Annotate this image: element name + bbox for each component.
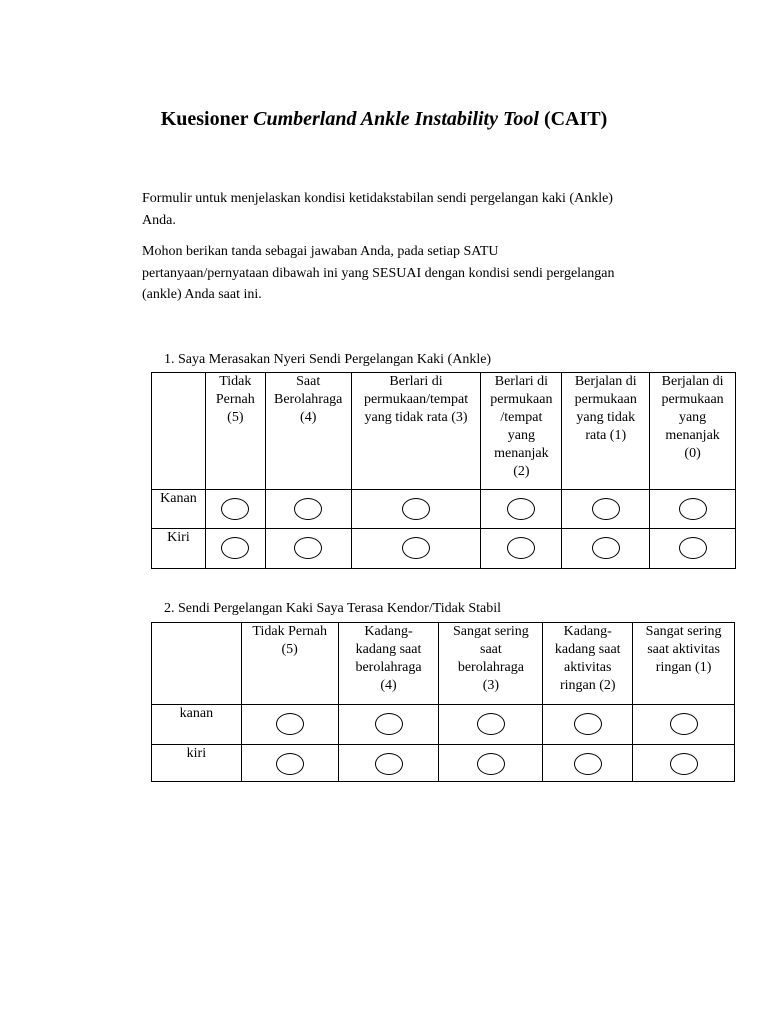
answer-cell (543, 745, 633, 782)
option-header (351, 373, 481, 490)
answer-cell (562, 529, 650, 569)
answer-cell (241, 705, 338, 745)
option-label-line: /tempat (500, 410, 543, 425)
option-label-line: Kadang- (364, 624, 413, 639)
page-title (0, 108, 768, 131)
header-row (152, 373, 736, 490)
option-label-line: saat aktivitas (647, 642, 720, 657)
title-italic: Cumberland Ankle Instability Tool (253, 108, 539, 130)
option-header (439, 623, 543, 705)
answer-cell (633, 745, 735, 782)
option-label-line: Kadang- (563, 624, 612, 639)
answer-cell (205, 529, 265, 569)
option-label-line: Berlari di (389, 374, 443, 389)
option-label-line: Sangat sering (452, 624, 529, 639)
answer-cell (265, 490, 351, 529)
answer-cell (439, 705, 543, 745)
answer-cell (481, 529, 562, 569)
option-label-line: menanjak (494, 446, 549, 461)
option-header (205, 373, 265, 490)
answer-radio[interactable] (574, 713, 602, 735)
option-header (633, 623, 735, 705)
answer-cell (481, 490, 562, 529)
option-label-line: permukaan (574, 392, 637, 407)
answer-cell (543, 705, 633, 745)
option-label-line: Pernah (215, 392, 255, 407)
option-label-line: menanjak (665, 428, 720, 443)
answer-cell (205, 490, 265, 529)
answer-radio[interactable] (679, 498, 707, 520)
answer-cell (265, 529, 351, 569)
intro-paragraph-2 (142, 241, 662, 306)
answer-radio[interactable] (507, 498, 535, 520)
option-label-line: Berolahraga (273, 392, 343, 407)
option-label-line: (0) (684, 446, 701, 461)
option-label-line: Tidak (219, 374, 252, 389)
intro-line: Anda. (142, 212, 176, 228)
option-label-line: Berlari di (494, 374, 549, 389)
option-label-line: yang tidak rata (3) (364, 410, 468, 425)
answer-radio[interactable] (402, 498, 430, 520)
answer-radio[interactable] (276, 753, 304, 775)
option-label-line: Berjalan di (574, 374, 637, 389)
option-label-line: Sangat sering (645, 624, 722, 639)
answer-cell (338, 745, 439, 782)
option-label-line: (2) (513, 464, 530, 479)
answer-cell (351, 529, 481, 569)
question-2-label: 2. Sendi Pergelangan Kaki Saya Terasa Kendor/Tidak Stabil (164, 601, 502, 616)
question-1-table (151, 372, 736, 569)
option-header (650, 373, 736, 490)
answer-radio[interactable] (294, 498, 322, 520)
answer-row (152, 490, 736, 529)
option-header (481, 373, 562, 490)
option-header (265, 373, 351, 490)
option-label-line: kadang saat (554, 642, 621, 657)
option-label-line: (5) (281, 642, 298, 657)
answer-cell (338, 705, 439, 745)
answer-radio[interactable] (592, 537, 620, 559)
answer-radio[interactable] (477, 713, 505, 735)
option-header (241, 623, 338, 705)
answer-radio[interactable] (294, 537, 322, 559)
title-suffix: (CAIT) (543, 108, 608, 130)
answer-radio[interactable] (670, 713, 698, 735)
answer-radio[interactable] (507, 537, 535, 559)
answer-radio[interactable] (592, 498, 620, 520)
option-label-line: (4) (380, 678, 397, 693)
question-1-label: 1. Saya Merasakan Nyeri Sendi Pergelangan Kaki (Ankle) (164, 352, 492, 367)
intro-line: Formulir untuk menjelaskan kondisi ketidakstabilan sendi pergelangan kaki (Ankle) (142, 191, 613, 206)
intro-paragraph-1 (142, 188, 662, 231)
option-label-line: berolahraga (355, 660, 422, 675)
title-prefix: Kuesioner (160, 108, 249, 130)
header-corner (152, 373, 206, 490)
answer-radio[interactable] (670, 753, 698, 775)
answer-radio[interactable] (574, 753, 602, 775)
answer-row (152, 745, 735, 782)
option-label-line: ringan (1) (655, 660, 712, 675)
option-label-line: rata (1) (585, 428, 627, 443)
answer-radio[interactable] (375, 713, 403, 735)
side-label: Kiri (152, 529, 206, 569)
answer-radio[interactable] (375, 753, 403, 775)
option-label-line: berolahraga (457, 660, 524, 675)
option-label-line: yang (507, 428, 535, 443)
answer-radio[interactable] (276, 713, 304, 735)
answer-radio[interactable] (221, 537, 249, 559)
side-label: Kanan (152, 490, 206, 529)
answer-cell (439, 745, 543, 782)
intro-line: (ankle) Anda saat ini. (142, 287, 262, 302)
option-label-line: yang tidak (576, 410, 636, 425)
option-label-line: saat (480, 642, 502, 657)
intro-line: pertanyaan/pernyataan dibawah ini yang SESUAI dengan kondisi sendi pergelangan (142, 265, 615, 281)
option-label-line: ringan (2) (559, 678, 616, 693)
option-header (562, 373, 650, 490)
answer-row (152, 529, 736, 569)
answer-row (152, 705, 735, 745)
answer-cell (562, 490, 650, 529)
answer-cell (241, 745, 338, 782)
answer-cell (650, 490, 736, 529)
answer-cell (351, 490, 481, 529)
answer-radio[interactable] (477, 753, 505, 775)
option-label-line: permukaan/tempat (363, 392, 469, 407)
option-header (338, 623, 439, 705)
option-label-line: kadang saat (355, 642, 422, 657)
side-label: kanan (152, 705, 242, 745)
intro-line: Mohon berikan tanda sebagai jawaban Anda, pada setiap SATU (142, 244, 499, 259)
option-label-line: permukaan (661, 392, 724, 407)
side-label: kiri (152, 745, 242, 782)
answer-cell (650, 529, 736, 569)
option-label-line: Tidak Pernah (252, 624, 327, 639)
option-label-line: permukaan (490, 392, 553, 407)
option-label-line: Saat (296, 374, 321, 389)
answer-radio[interactable] (679, 537, 707, 559)
option-label-line: yang (678, 410, 707, 425)
option-label-line: (4) (300, 410, 317, 425)
answer-radio[interactable] (221, 498, 249, 520)
option-label-line: Berjalan di (661, 374, 724, 389)
header-row (152, 623, 735, 705)
option-label-line: (5) (227, 410, 244, 425)
option-label-line: aktivitas (564, 660, 612, 675)
question-2-table (151, 622, 735, 782)
option-label-line: (3) (482, 678, 500, 693)
option-header (543, 623, 633, 705)
answer-radio[interactable] (402, 537, 430, 559)
answer-cell (633, 705, 735, 745)
header-corner (152, 623, 242, 705)
